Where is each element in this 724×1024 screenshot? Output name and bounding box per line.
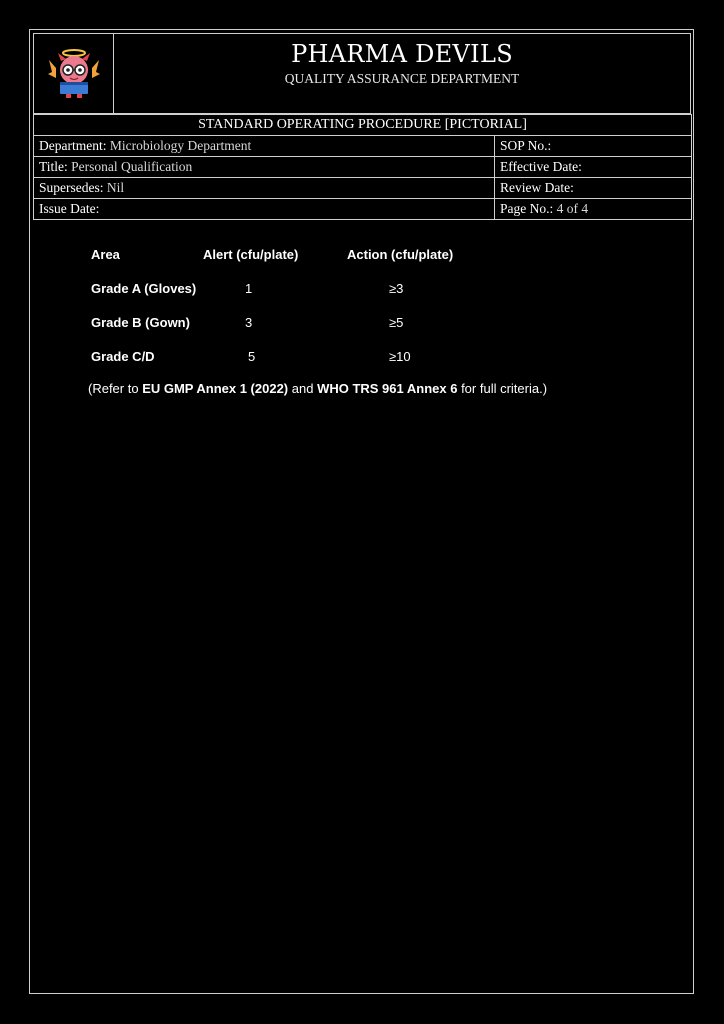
document-header <box>33 33 691 114</box>
company-name: PHARMA DEVILS <box>291 40 513 68</box>
review-date-cell <box>495 178 692 199</box>
effective-date-label: Effective Date: <box>500 159 582 174</box>
limits-row-area: Grade B (Gown) <box>91 315 190 330</box>
limits-header-alert: Alert (cfu/plate) <box>203 247 299 262</box>
note-suffix: for full criteria.) <box>457 381 548 396</box>
department-label: Department: <box>39 138 107 153</box>
limits-row-action: ≥3 <box>389 281 404 296</box>
limits-row-action: ≥5 <box>389 315 404 330</box>
issue-date-label: Issue Date: <box>39 201 100 216</box>
supersedes-cell <box>34 178 495 199</box>
issue-date-cell <box>34 199 495 220</box>
note-ref-eu-gmp: EU GMP Annex 1 (2022) <box>142 381 289 396</box>
logo-cell <box>34 34 114 113</box>
department-value: Microbiology Department <box>109 138 252 153</box>
limits-header-area: Area <box>91 247 120 262</box>
note-middle: and <box>288 381 318 396</box>
supersedes-label: Supersedes: <box>39 180 104 195</box>
effective-date-cell <box>495 157 692 178</box>
sop-no-cell <box>495 136 692 157</box>
title-value: Personal Qualification <box>71 159 193 174</box>
title-label: Title: <box>39 159 68 174</box>
sop-info-table <box>33 114 692 220</box>
page-no-value: 4 of 4 <box>556 201 589 216</box>
limits-row-action: ≥10 <box>389 349 411 364</box>
limits-row-alert: 3 <box>245 315 253 330</box>
reference-note <box>88 381 547 396</box>
limits-row-alert: 5 <box>248 349 256 364</box>
supersedes-value: Nil <box>106 180 125 195</box>
limits-row-alert: 1 <box>245 281 253 296</box>
department-cell <box>34 136 495 157</box>
page-no-label: Page No.: <box>500 201 554 216</box>
page-no-cell <box>495 199 692 220</box>
header-department: QUALITY ASSURANCE DEPARTMENT <box>284 71 520 86</box>
review-date-label: Review Date: <box>500 180 574 195</box>
sop-no-label: SOP No.: <box>500 138 552 153</box>
sop-title: STANDARD OPERATING PROCEDURE [PICTORIAL] <box>34 115 692 136</box>
limits-header-action: Action (cfu/plate) <box>347 247 454 262</box>
limits-row-area: Grade C/D <box>91 349 155 364</box>
limits-row-area: Grade A (Gloves) <box>91 281 197 296</box>
note-ref-who-trs: WHO TRS 961 Annex 6 <box>317 381 458 396</box>
devil-mascot-logo-icon <box>48 48 100 100</box>
note-prefix: (Refer to <box>88 381 143 396</box>
title-cell <box>34 157 495 178</box>
